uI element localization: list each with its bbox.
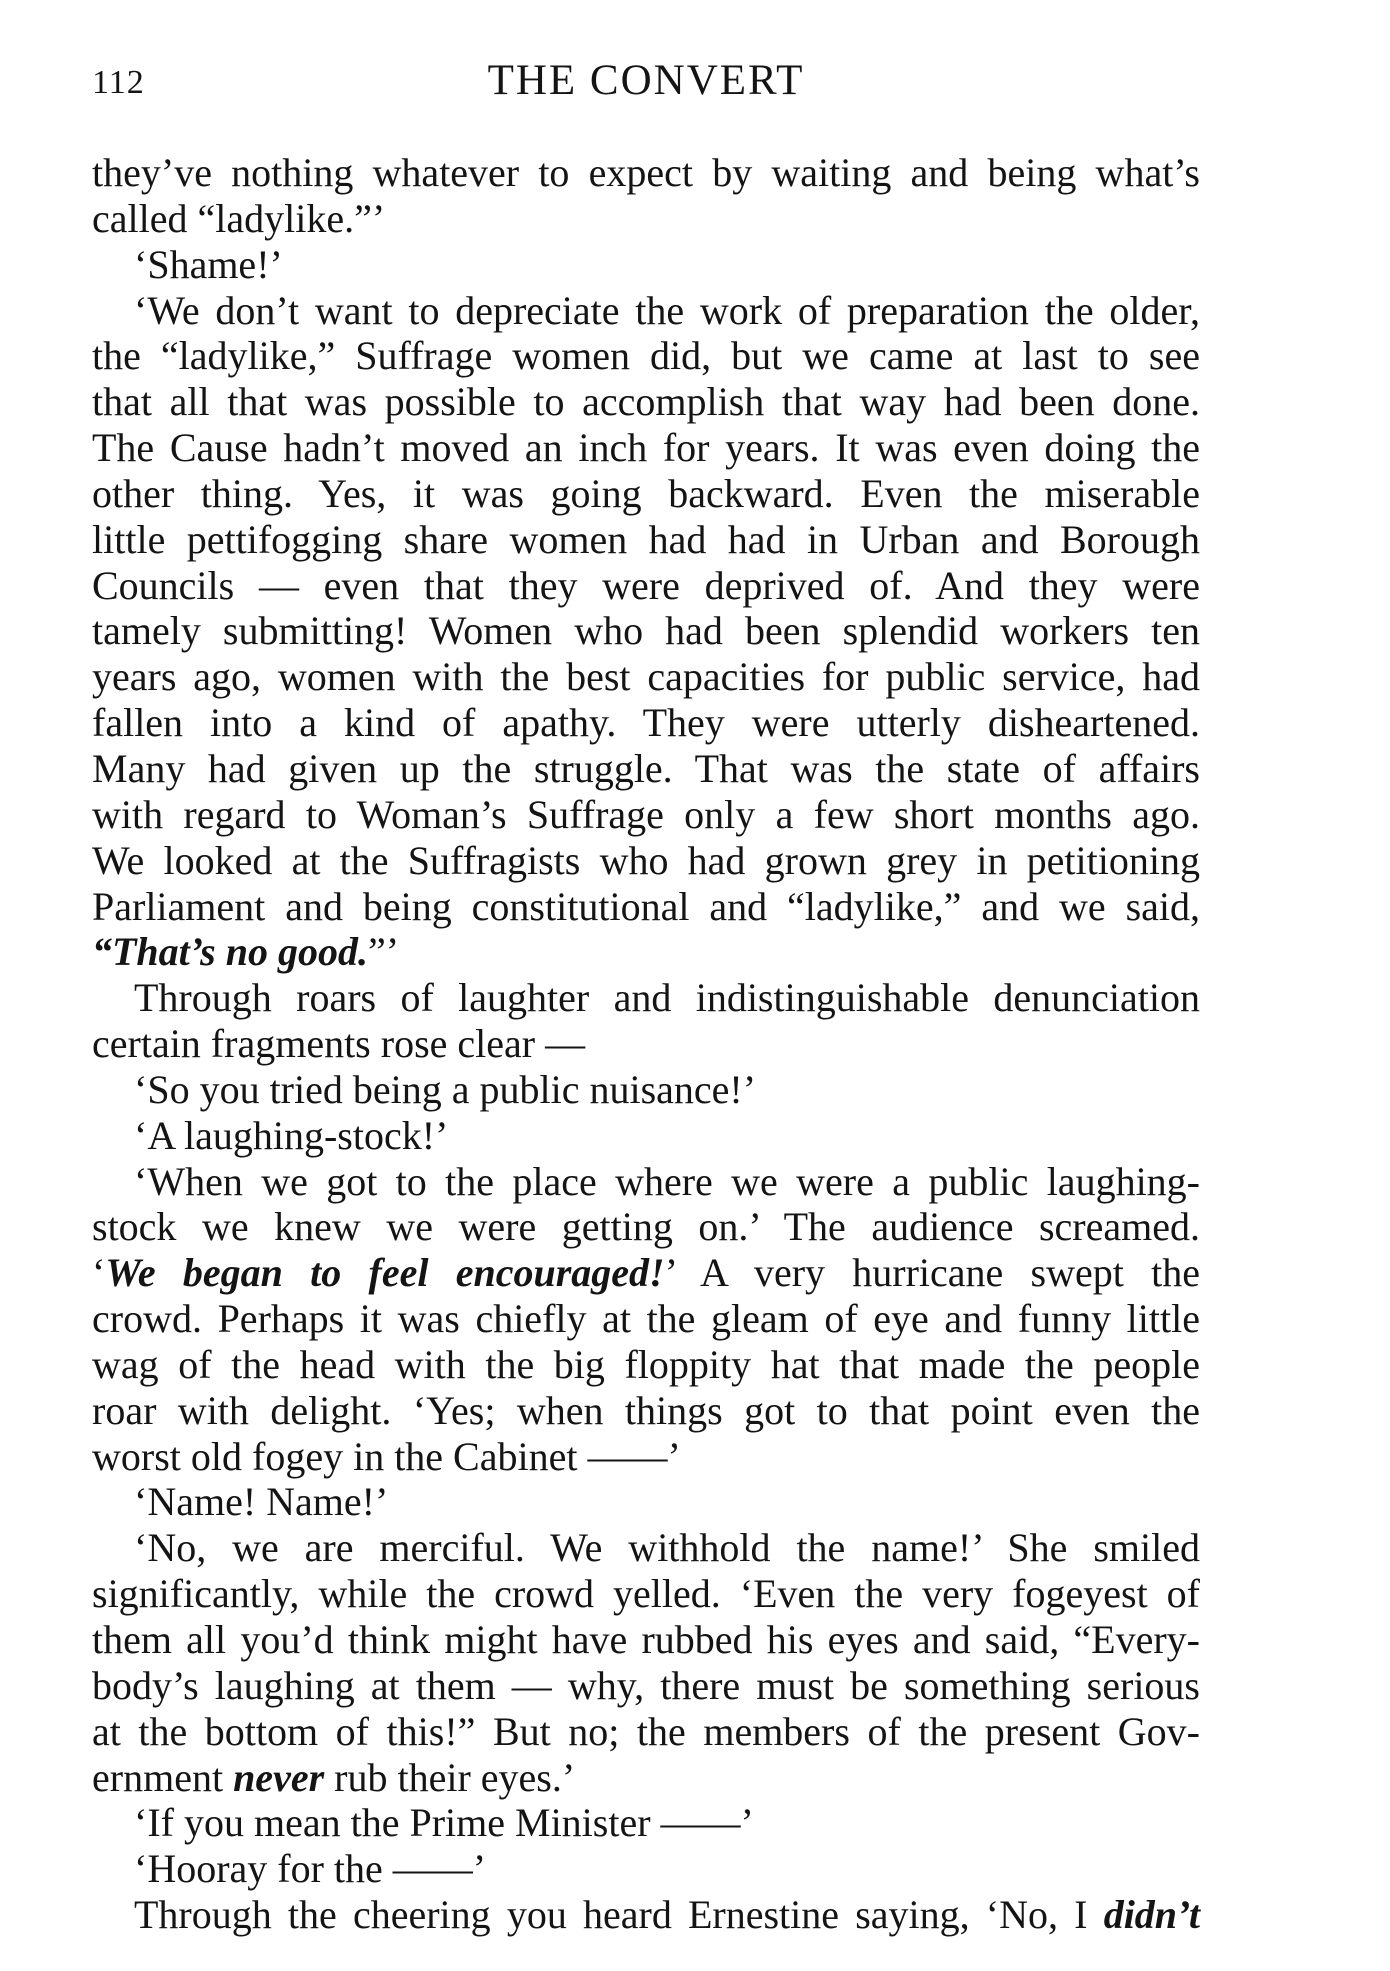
text-line [92,379,1200,425]
text-line [92,975,1200,1021]
text-run: worst old fogey in the Cabinet ——’ [92,1433,681,1479]
emphasized-text: We began to feel encouraged! [105,1250,665,1296]
page-number: 112 [92,64,145,101]
text-run: at the bottom of this!” But no; the members of the present Gov- [92,1708,1200,1754]
text-run: ‘A laughing-stock!’ [134,1112,449,1158]
text-run: ‘We don’t want to depreciate the work of preparation the older, [134,287,1200,333]
text-run: The Cause hadn’t moved an inch for years. It was even doing the [92,425,1200,471]
text-line [92,425,1200,471]
text-run: that all that was possible to accomplish that way had been done. [92,379,1200,425]
text-run: fallen into a kind of apathy. They were utterly disheartened. [92,700,1200,746]
text-line [92,1709,1200,1755]
page-header [92,56,1200,106]
text-line [92,884,1200,930]
text-run: little pettifogging share women had had in Urban and Borough [92,516,1200,562]
running-title: THE CONVERT [487,57,805,104]
text-line [92,1067,1200,1113]
text-line [92,1617,1200,1663]
text-run: years ago, women with the best capacities for public service, had [92,654,1200,700]
text-line [92,1846,1200,1892]
text-line [92,1342,1200,1388]
text-line [92,517,1200,563]
text-line [92,700,1200,746]
text-line [92,1479,1200,1525]
text-line [92,838,1200,884]
text-line [92,608,1200,654]
text-line [92,288,1200,334]
text-run: Through the cheering you heard Ernestine saying, ‘No, I [134,1892,1104,1938]
text-run: ernment [92,1754,234,1800]
text-run: ‘So you tried being a public nuisance!’ [134,1066,757,1112]
text-run: ‘When we got to the place where we were a public laughing- [134,1158,1200,1204]
text-run: they’ve nothing whatever to expect by waiting and being what’s [92,150,1200,195]
text-line [92,1159,1200,1205]
text-run: with regard to Woman’s Suffrage only a few short months ago. [92,791,1200,837]
text-line [92,1571,1200,1617]
text-line [92,150,1200,196]
body-text [92,150,1200,1938]
text-run: wag of the head with the big floppity hat that made the people [92,1341,1200,1387]
emphasized-text: never [233,1754,325,1800]
text-line [92,1755,1200,1801]
text-line [92,1021,1200,1067]
text-run: Many had given up the struggle. That was the state of affairs [92,745,1200,791]
text-line [92,1892,1200,1938]
text-line [92,1250,1200,1296]
text-line [92,196,1200,242]
text-line [92,333,1200,379]
text-run: stock we knew we were getting on.’ The audience screamed. [92,1204,1200,1250]
text-line [92,1113,1200,1159]
text-run: ‘No, we are merciful. We withhold the name!’ She smiled [134,1525,1200,1571]
text-line [92,1204,1200,1250]
text-run: other thing. Yes, it was going backward. Even the miserable [92,470,1200,516]
text-run: We looked at the Suffragists who had grown grey in petitioning [92,837,1200,883]
text-line [92,792,1200,838]
text-run: Councils — even that they were deprived of. And they were [92,562,1200,608]
emphasized-text: didn’t [1103,1892,1200,1938]
text-line [92,1388,1200,1434]
text-run: ‘If you mean the Prime Minister ——’ [134,1800,754,1846]
text-line [92,1800,1200,1846]
text-line [92,242,1200,288]
text-run: roar with delight. ‘Yes; when things got to that point even the [92,1387,1200,1433]
emphasized-text: “ [92,929,112,975]
text-run: ”’ [367,929,400,975]
text-run: ‘Name! Name!’ [134,1479,389,1525]
text-line [92,471,1200,517]
text-line [92,1434,1200,1480]
text-run: called “ladylike.”’ [92,195,386,241]
text-run: them all you’d think might have rubbed his eyes and said, “Every- [92,1617,1200,1662]
emphasized-text: That’s no good. [112,929,368,975]
text-run: tamely submitting! Women who had been splendid workers ten [92,608,1200,654]
text-line [92,1663,1200,1709]
text-run: ’ A very hurricane swept the [664,1250,1201,1296]
text-run: Parliament and being constitutional and “ladylike,” and we said, [92,883,1200,929]
text-run: certain fragments rose clear — [92,1021,586,1067]
text-run: rub their eyes.’ [324,1754,576,1800]
text-run: ‘Hooray for the ——’ [134,1846,487,1892]
text-run: the “ladylike,” Suffrage women did, but we came at last to see [92,333,1200,379]
text-run: ‘ [92,1250,106,1296]
text-line [92,1296,1200,1342]
text-line [92,1525,1200,1571]
text-run: ‘Shame!’ [134,241,283,287]
text-run: crowd. Perhaps it was chiefly at the gleam of eye and funny little [92,1296,1200,1342]
text-line [92,563,1200,609]
text-line [92,746,1200,792]
text-run: Through roars of laughter and indistinguishable denunciation [134,975,1200,1021]
text-line [92,654,1200,700]
text-run: significantly, while the crowd yelled. ‘Even the very fogeyest of [92,1571,1200,1617]
text-line [92,929,1200,975]
text-run: body’s laughing at them — why, there must be something serious [92,1662,1200,1708]
